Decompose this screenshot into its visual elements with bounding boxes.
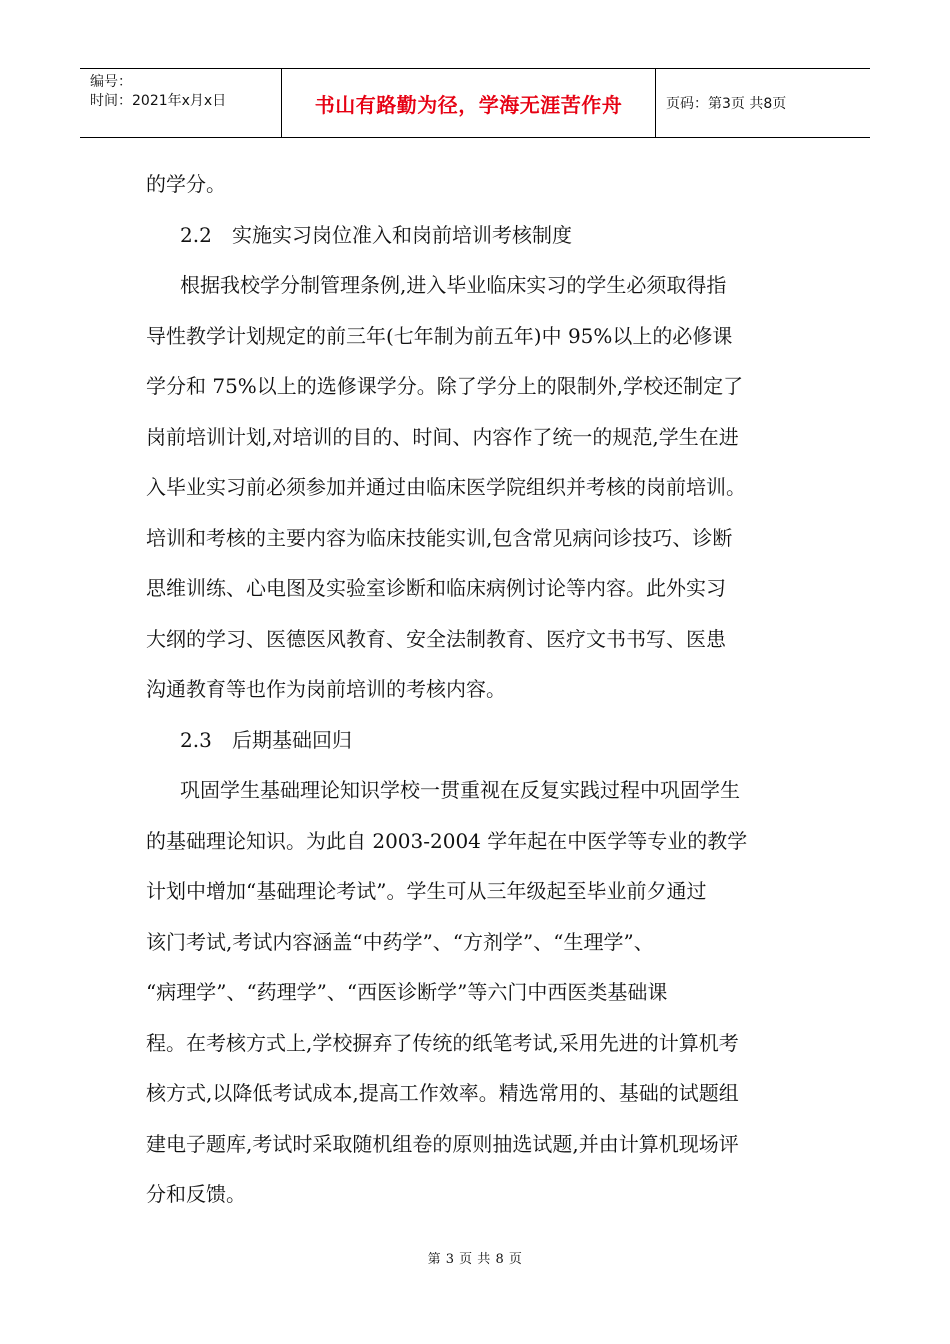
section-title: 后期基础回归 — [232, 727, 352, 752]
header-page-info: 页码：第3页 共8页 — [666, 96, 787, 112]
document-body — [146, 164, 814, 1225]
time-label: 时间：2021年x月x日 — [90, 93, 227, 109]
paragraph-line: 入毕业实习前必须参加并通过由临床医学院组织并考核的岗前培训。 — [146, 475, 746, 499]
paragraph-line: 培训和考核的主要内容为临床技能实训,包含常见病问诊技巧、诊断 — [146, 525, 733, 550]
paragraph-line: 该门考试,考试内容涵盖“中药学”、“方剂学”、“生理学”、 — [146, 929, 654, 954]
number-label: 编号： — [90, 74, 132, 90]
paragraph-line: 的学分。 — [146, 172, 226, 196]
paragraph-line: 建电子题库,考试时采取随机组卷的原则抽选试题,并由计算机现场评 — [146, 1131, 739, 1156]
paragraph-line: 分和反馈。 — [146, 1182, 246, 1206]
paragraph-line: 导性教学计划规定的前三年(七年制为前五年)中 95%以上的必修课 — [146, 323, 733, 348]
paragraph-line: 学分和 75%以上的选修课学分。除了学分上的限制外,学校还制定了 — [146, 374, 744, 398]
paragraph-line: 沟通教育等也作为岗前培训的考核内容。 — [146, 677, 506, 701]
header-motto: 书山有路勤为径，学海无涯苦作舟 — [282, 69, 656, 137]
paragraph-line: 计划中增加“基础理论考试”。学生可从三年级起至毕业前夕通过 — [146, 879, 707, 903]
paragraph-line: 岗前培训计划,对培训的目的、时间、内容作了统一的规范,学生在进 — [146, 424, 739, 449]
page-header — [80, 68, 870, 138]
header-meta — [80, 69, 282, 137]
section-number: 2.3 — [180, 727, 212, 752]
section-heading — [146, 720, 814, 771]
paragraph-line: 思维训练、心电图及实验室诊断和临床病例讨论等内容。此外实习 — [146, 576, 726, 600]
paragraph-line: 根据我校学分制管理条例,进入毕业临床实习的学生必须取得指 — [180, 273, 727, 297]
section-number: 2.2 — [180, 222, 212, 247]
paragraph-line: 的基础理论知识。为此自 2003-2004 学年起在中医学等专业的教学 — [146, 828, 748, 853]
paragraph-line: 程。在考核方式上,学校摒弃了传统的纸笔考试,采用先进的计算机考 — [146, 1030, 739, 1055]
section-title: 实施实习岗位准入和岗前培训考核制度 — [232, 222, 572, 247]
page-footer: 第 3 页 共 8 页 — [427, 1252, 523, 1267]
paragraph-line: 核方式,以降低考试成本,提高工作效率。精选常用的、基础的试题组 — [146, 1081, 739, 1105]
section-heading — [146, 215, 814, 266]
paragraph-line: “病理学”、“药理学”、“西医诊断学”等六门中西医类基础课 — [146, 980, 668, 1004]
paragraph-line: 巩固学生基础理论知识学校一贯重视在反复实践过程中巩固学生 — [180, 778, 740, 802]
paragraph-line: 大纲的学习、医德医风教育、安全法制教育、医疗文书书写、医患 — [146, 626, 726, 651]
